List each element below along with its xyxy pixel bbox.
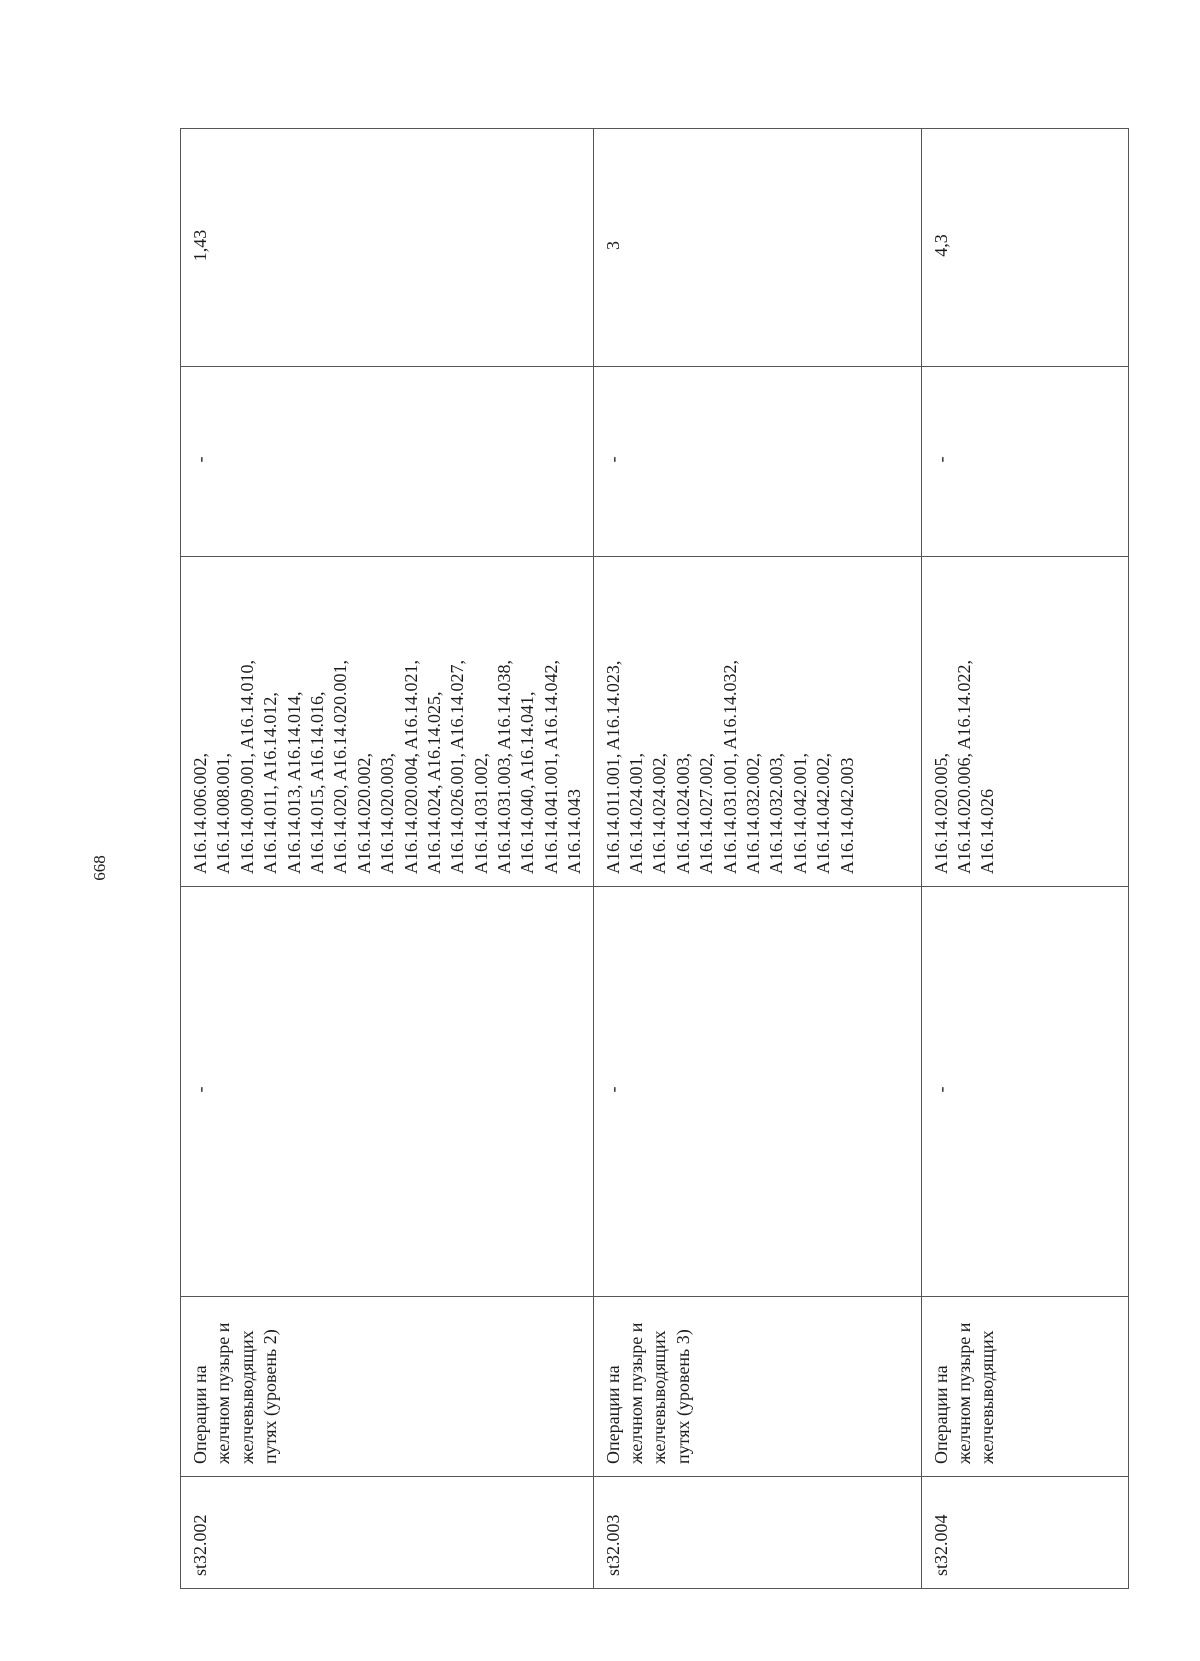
operation-code-line: A16.14.008.001, xyxy=(213,753,234,874)
ksg-code-cell: st32.004 xyxy=(921,1477,1128,1589)
operation-code-line: A16.14.027.002, xyxy=(696,753,717,874)
table-row xyxy=(181,129,594,1589)
operation-code-line: A16.14.013, A16.14.014, xyxy=(283,691,304,874)
operation-code-line: A16.14.026 xyxy=(977,789,998,874)
operation-code-line: A16.14.042.003 xyxy=(836,757,857,874)
operation-codes-cell xyxy=(593,557,921,887)
operation-code-line: A16.14.009.001, A16.14.010, xyxy=(236,659,257,874)
coefficient-cell: 1,43 xyxy=(181,129,594,367)
operation-code-line: A16.14.020.005, xyxy=(930,753,951,874)
operation-code-line: A16.14.031.002, xyxy=(470,753,491,874)
diagnosis-code-cell: - xyxy=(593,887,921,1297)
operation-code-line: A16.14.006.002, xyxy=(190,753,210,874)
operation-code-line: A16.14.031.003, A16.14.038, xyxy=(494,659,515,874)
additional-criteria-cell: - xyxy=(181,367,594,557)
operation-code-line: A16.14.042.001, xyxy=(789,753,810,874)
operation-code-line: A16.14.024.003, xyxy=(672,753,693,874)
operation-code-line: A16.14.015, A16.14.016, xyxy=(306,691,327,874)
operation-code-line: A16.14.031.001, A16.14.032, xyxy=(719,659,740,874)
page-number: 668 xyxy=(90,855,109,881)
tariff-table xyxy=(180,128,1129,1589)
operation-code-line: A16.14.020, A16.14.020.001, xyxy=(330,659,351,874)
coefficient-cell: 3 xyxy=(593,129,921,367)
operation-code-line: A16.14.024.002, xyxy=(649,753,670,874)
operation-code-line: A16.14.032.003, xyxy=(766,753,787,874)
operation-code-line: A16.14.042.002, xyxy=(813,753,834,874)
operation-code-line: A16.14.041.001, A16.14.042, xyxy=(540,659,561,874)
additional-criteria-cell: - xyxy=(921,367,1128,557)
operation-code-line: A16.14.020.003, xyxy=(377,753,398,874)
operation-code-line: A16.14.020.006, A16.14.022, xyxy=(954,659,975,874)
diagnosis-code-cell: - xyxy=(921,887,1128,1297)
operation-code-line: A16.14.040, A16.14.041, xyxy=(517,691,538,874)
ksg-name-cell: Операции на желчном пузыре и желчевыводящих xyxy=(921,1297,1128,1477)
table-row xyxy=(593,129,921,1589)
operation-code-line: A16.14.011.001, A16.14.023, xyxy=(602,660,623,874)
ksg-name-cell: Операции на желчном пузыре и желчевыводящих путях (уровень 2) xyxy=(181,1297,594,1477)
operation-code-line: A16.14.043 xyxy=(564,789,585,874)
operation-code-line: A16.14.020.004, A16.14.021, xyxy=(400,659,421,874)
operation-code-line: A16.14.024, A16.14.025, xyxy=(423,691,444,874)
table-row xyxy=(921,129,1128,1589)
coefficient-cell: 4,3 xyxy=(921,129,1128,367)
tariff-table-container xyxy=(180,129,1047,1589)
ksg-code-cell: st32.002 xyxy=(181,1477,594,1589)
operation-code-line: A16.14.024.001, xyxy=(626,753,647,874)
ksg-name-cell: Операции на желчном пузыре и желчевыводящих путях (уровень 3) xyxy=(593,1297,921,1477)
diagnosis-code-cell: - xyxy=(181,887,594,1297)
additional-criteria-cell: - xyxy=(593,367,921,557)
operation-code-line: A16.14.011, A16.14.012, xyxy=(260,692,281,874)
operation-code-line: A16.14.026.001, A16.14.027, xyxy=(447,659,468,874)
operation-code-line: A16.14.032.002, xyxy=(742,753,763,874)
operation-code-line: A16.14.020.002, xyxy=(353,753,374,874)
ksg-code-cell: st32.003 xyxy=(593,1477,921,1589)
operation-codes-cell xyxy=(181,557,594,887)
operation-codes-cell xyxy=(921,557,1128,887)
